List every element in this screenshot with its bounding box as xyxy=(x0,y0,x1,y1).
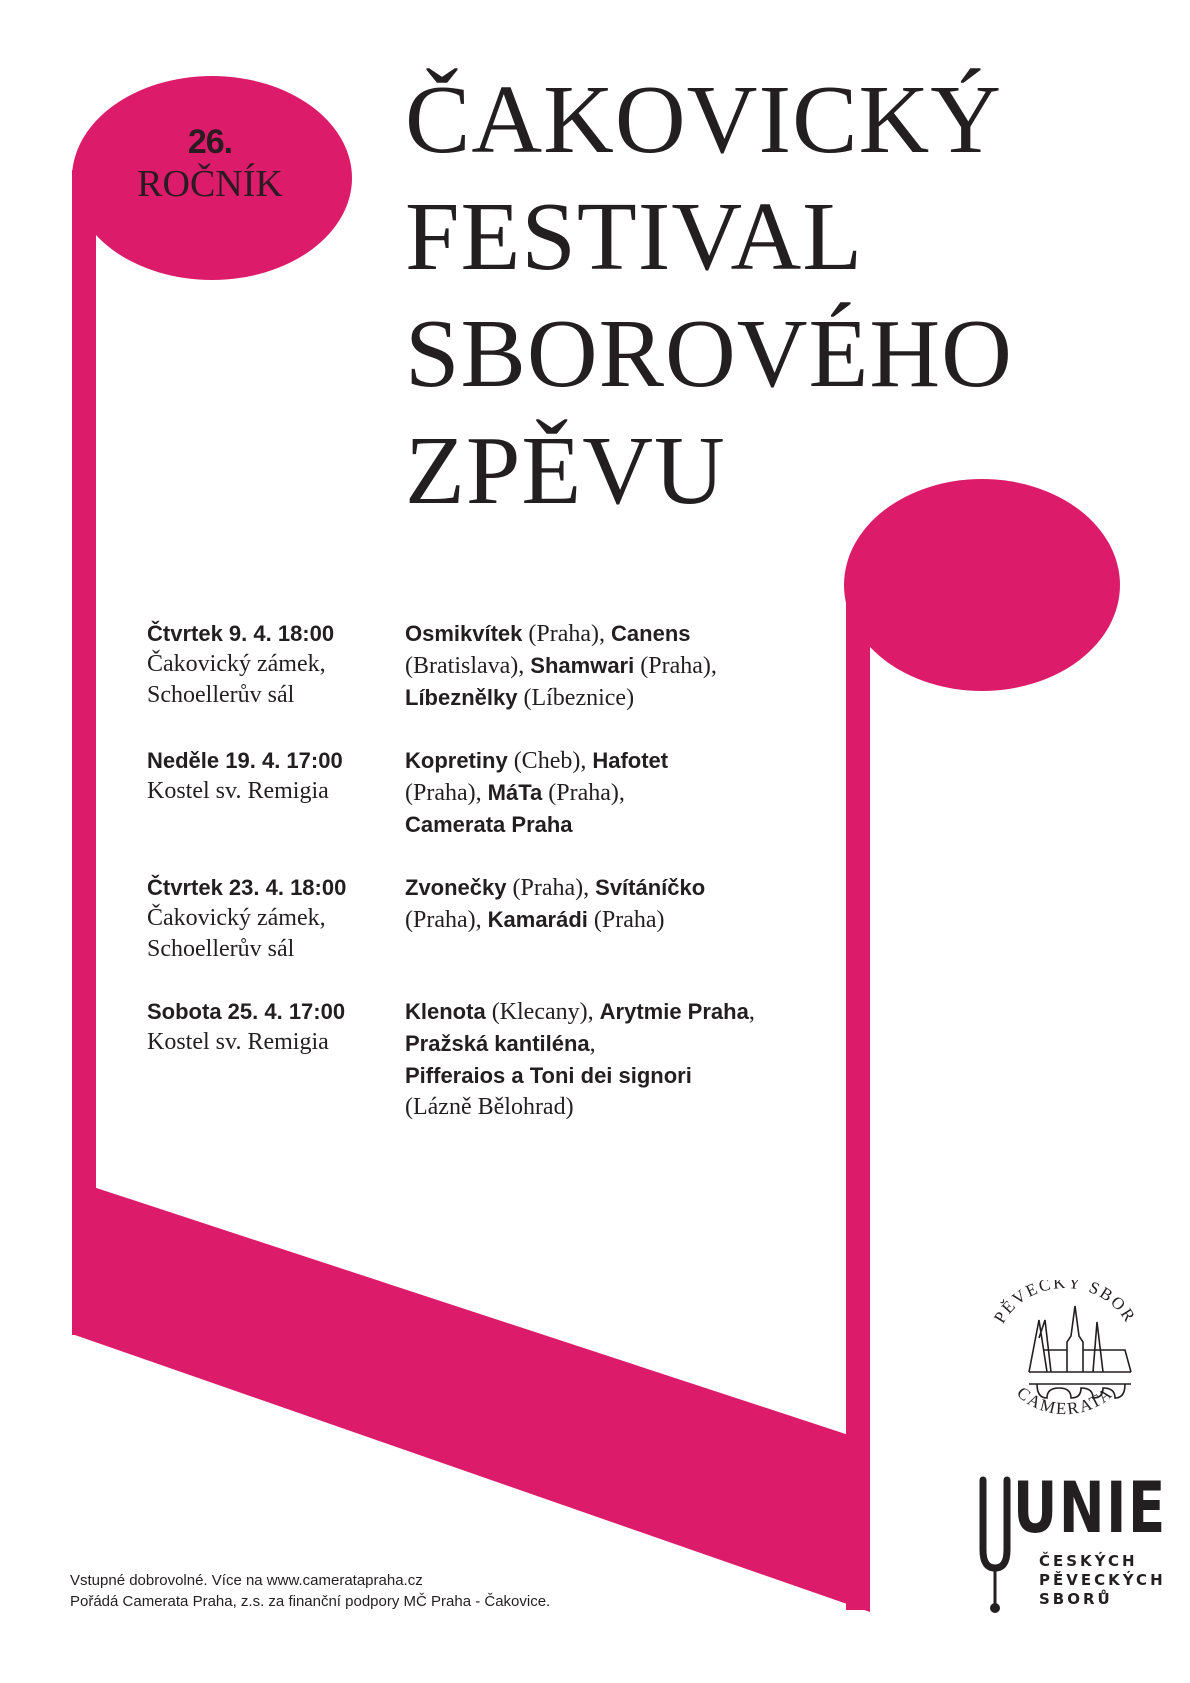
event-when xyxy=(147,996,405,1123)
title-line: ČAKOVICKÝ xyxy=(405,66,1002,174)
page-title xyxy=(405,62,1013,530)
performer-name: Svítáníčko xyxy=(595,875,706,900)
event-performers xyxy=(405,996,805,1123)
event-venue: Čakovický zámek, xyxy=(147,651,326,677)
separator: , xyxy=(583,875,596,901)
logo-bottom-text: CAMERATA xyxy=(1013,1382,1117,1419)
performer-place: (Praha) xyxy=(405,780,476,806)
performer-place: (Praha) xyxy=(640,653,711,679)
event-performers xyxy=(405,618,805,714)
separator: , xyxy=(618,780,625,806)
left-note-stem xyxy=(72,170,96,1335)
unie-word: UNIE xyxy=(1013,1467,1167,1549)
title-line: FESTIVAL xyxy=(405,183,864,291)
event-venue: Schoellerův sál xyxy=(147,936,295,962)
performer-name: MáTa xyxy=(487,780,543,805)
performer-place: (Praha) xyxy=(528,621,600,647)
performer-place: (Líbeznice) xyxy=(523,685,635,711)
separator: , xyxy=(589,1031,596,1057)
unie-sub-line: SBORŮ xyxy=(1039,1590,1113,1608)
cathedral-bridge-icon xyxy=(985,1280,1145,1430)
event-item xyxy=(147,618,827,714)
performer-name: Camerata Praha xyxy=(405,812,573,837)
event-datetime: Neděle 19. 4. 17:00 xyxy=(147,748,343,773)
performer-place: (Bratislava) xyxy=(405,653,519,679)
separator: , xyxy=(580,748,593,774)
performer-name: Zvonečky xyxy=(405,875,507,900)
unie-logo xyxy=(975,1467,1167,1620)
event-when xyxy=(147,618,405,714)
event-datetime: Sobota 25. 4. 17:00 xyxy=(147,999,346,1024)
separator: , xyxy=(748,999,755,1025)
svg-text:PĚVECKÝ SBOR xyxy=(990,1280,1140,1327)
performer-name: Kopretiny xyxy=(405,748,508,773)
separator: , xyxy=(475,907,488,933)
tuning-fork-icon xyxy=(975,1470,1015,1620)
logo-top-text: PĚVECKÝ SBOR xyxy=(990,1280,1140,1327)
event-datetime: Čtvrtek 23. 4. 18:00 xyxy=(147,875,347,900)
event-venue: Kostel sv. Remigia xyxy=(147,1029,329,1055)
unie-sub-line: ČESKÝCH xyxy=(1039,1552,1138,1570)
event-item xyxy=(147,996,827,1123)
event-performers xyxy=(405,745,805,841)
performer-name: Arytmie Praha xyxy=(599,999,749,1024)
performer-name: Klenota xyxy=(405,999,486,1024)
event-venue: Čakovický zámek, xyxy=(147,905,326,931)
performer-place: (Praha) xyxy=(548,780,619,806)
performer-place: (Lázně Bělohrad) xyxy=(405,1094,574,1120)
unie-sub-line: PĚVECKÝCH xyxy=(1039,1571,1166,1589)
performer-name: Pražská kantiléna xyxy=(405,1031,590,1056)
event-performers xyxy=(405,872,805,965)
event-when xyxy=(147,872,405,965)
separator: , xyxy=(518,653,531,679)
footer-organizer: Pořádá Camerata Praha, z.s. za finanční podpory MČ Praha - Čakovice. xyxy=(70,1593,551,1610)
performer-name: Canens xyxy=(611,621,691,646)
event-datetime: Čtvrtek 9. 4. 18:00 xyxy=(147,621,335,646)
performer-name: Kamarádi xyxy=(487,907,588,932)
title-line: ZPĚVU xyxy=(405,417,726,525)
performer-place: (Praha) xyxy=(405,907,476,933)
performer-name: Osmikvítek xyxy=(405,621,523,646)
event-item xyxy=(147,745,827,841)
separator: , xyxy=(599,621,612,647)
performer-place: (Praha) xyxy=(512,875,584,901)
event-when xyxy=(147,745,405,841)
event-schedule xyxy=(147,618,827,1154)
performer-name: Líbeznělky xyxy=(405,685,518,710)
edition-label: ROČNÍK xyxy=(137,163,283,205)
separator: , xyxy=(710,653,717,679)
edition-number: 26. xyxy=(187,123,233,161)
edition-badge xyxy=(100,122,320,206)
separator: , xyxy=(475,780,488,806)
event-item xyxy=(147,872,827,965)
unie-subtitle xyxy=(1039,1552,1166,1609)
title-line: SBOROVÉHO xyxy=(405,300,1013,408)
performer-place: (Klecany) xyxy=(491,999,588,1025)
event-venue: Schoellerův sál xyxy=(147,682,295,708)
event-venue: Kostel sv. Remigia xyxy=(147,778,329,804)
footer-note xyxy=(70,1570,550,1612)
performer-place: (Cheb) xyxy=(513,748,581,774)
camerata-logo xyxy=(985,1280,1145,1430)
performer-name: Hafotet xyxy=(592,748,669,773)
performer-place: (Praha) xyxy=(593,907,665,933)
performer-name: Pifferaios a Toni dei signori xyxy=(405,1063,692,1088)
footer-admission: Vstupné dobrovolné. Více na www.cameratapraha.cz xyxy=(70,1572,423,1589)
note-beam xyxy=(72,1180,870,1612)
performer-name: Shamwari xyxy=(530,653,635,678)
separator: , xyxy=(587,999,600,1025)
